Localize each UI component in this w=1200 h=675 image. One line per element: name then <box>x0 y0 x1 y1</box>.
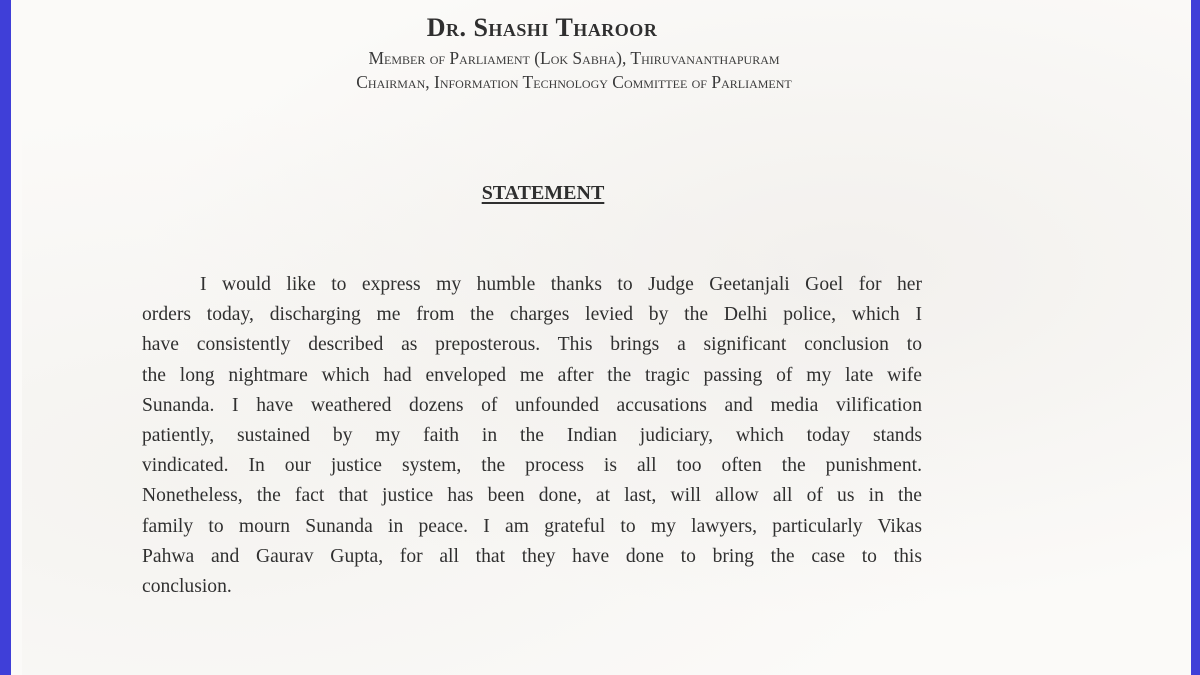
statement-heading: STATEMENT <box>481 182 605 204</box>
statement-line: patiently, sustained by my faith in the Indian judiciary, which today stands <box>142 425 922 447</box>
statement-line: family to mourn Sunanda in peace. I am grateful to my lawyers, particularly Vikas <box>142 515 922 537</box>
statement-line: I would like to express my humble thanks to Judge Geetanjali Goel for her <box>200 274 922 295</box>
letterhead-title-chairman: Chairman, Information Technology Committee of Parliament <box>356 72 792 92</box>
letter-page <box>22 0 1200 675</box>
letterhead-title-mp: Member of Parliament (Lok Sabha), Thiruvananthapuram <box>368 48 780 68</box>
statement-line: Pahwa and Gaurav Gupta, for all that they have done to bring the case to this <box>142 545 922 567</box>
statement-line: vindicated. In our justice system, the process is all too often the punishment. <box>142 455 922 477</box>
statement-line: Nonetheless, the fact that justice has been done, at last, will allow all of us in the <box>142 485 922 507</box>
statement-line: have consistently described as preposterous. This brings a significant conclusion to <box>142 334 922 356</box>
statement-line: the long nightmare which had enveloped me after the tragic passing of my late wife <box>142 364 922 386</box>
letterhead-name: Dr. Shashi Tharoor <box>426 13 658 42</box>
statement-body <box>142 270 922 602</box>
statement-line: Sunanda. I have weathered dozens of unfounded accusations and media vilification <box>142 394 922 416</box>
statement-line: conclusion. <box>142 576 232 598</box>
statement-line: orders today, discharging me from the charges levied by the Delhi police, which I <box>142 304 922 326</box>
